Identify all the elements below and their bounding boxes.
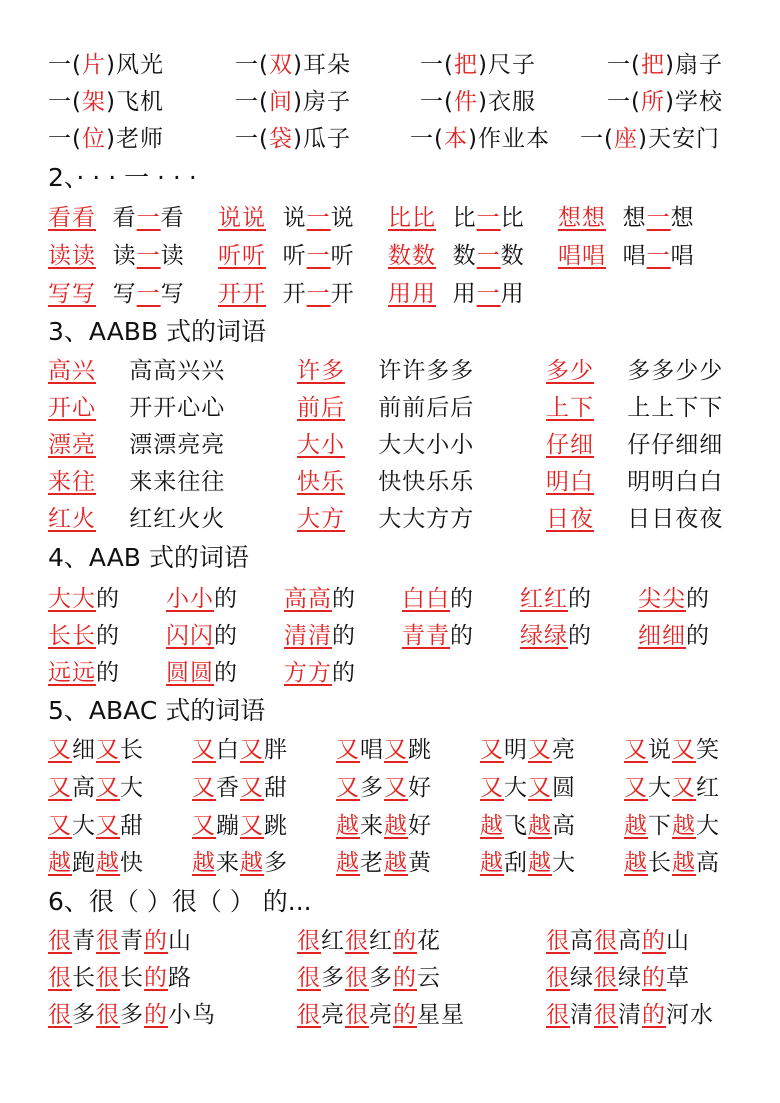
section3-heading: 3、AABB 式的词语 bbox=[48, 317, 267, 346]
section3-row bbox=[0, 354, 780, 388]
word-pair: 听听 听一听 bbox=[218, 243, 355, 269]
measure-item: 一(架)飞机 bbox=[48, 89, 164, 115]
section2-row bbox=[0, 277, 780, 311]
section5-row bbox=[0, 809, 780, 843]
hen-phrase: 很多很多的小鸟 bbox=[48, 1002, 216, 1028]
aabb-pair: 来往 来来往往 bbox=[48, 469, 226, 495]
abac-word: 越下越大 bbox=[624, 813, 720, 839]
section6-row bbox=[0, 924, 780, 958]
aab-word: 小小的 bbox=[166, 586, 238, 612]
aabb-pair: 红火 红红火火 bbox=[48, 506, 226, 532]
abac-word: 又说又笑 bbox=[624, 737, 720, 763]
abac-word: 又细又长 bbox=[48, 737, 144, 763]
aab-word: 圆圆的 bbox=[166, 660, 238, 686]
word-pair: 开开 开一开 bbox=[218, 281, 355, 307]
aab-word: 闪闪的 bbox=[166, 623, 238, 649]
word-pair: 唱唱 唱一唱 bbox=[558, 243, 695, 269]
measure-item: 一(间)房子 bbox=[235, 89, 351, 115]
aab-word: 清清的 bbox=[284, 623, 356, 649]
word-pair: 数数 数一数 bbox=[388, 243, 525, 269]
word-pair: 想想 想一想 bbox=[558, 205, 695, 231]
word-pair: 读读 读一读 bbox=[48, 243, 185, 269]
aab-word: 长长的 bbox=[48, 623, 120, 649]
section3-row bbox=[0, 465, 780, 499]
abac-word: 又大又甜 bbox=[48, 813, 144, 839]
hen-phrase: 很清很清的河水 bbox=[546, 1002, 714, 1028]
aab-word: 红红的 bbox=[520, 586, 592, 612]
section5-row bbox=[0, 771, 780, 805]
section6-row bbox=[0, 998, 780, 1032]
section5-heading: 5、ABAC 式的词语 bbox=[48, 696, 266, 725]
abac-word: 越飞越高 bbox=[480, 813, 576, 839]
aabb-pair: 上下 上上下下 bbox=[546, 395, 724, 421]
hen-phrase: 很长很长的路 bbox=[48, 965, 192, 991]
section5-row bbox=[0, 846, 780, 880]
section6-row bbox=[0, 961, 780, 995]
word-pair: 看看 看一看 bbox=[48, 205, 185, 231]
hen-phrase: 很青很青的山 bbox=[48, 928, 192, 954]
aab-word: 远远的 bbox=[48, 660, 120, 686]
aab-word: 高高的 bbox=[284, 586, 356, 612]
abac-word: 又大又红 bbox=[624, 775, 720, 801]
aabb-pair: 快乐 快快乐乐 bbox=[297, 469, 475, 495]
aabb-pair: 漂亮 漂漂亮亮 bbox=[48, 432, 226, 458]
section6-heading: 6、很（ ）很（ ） 的... bbox=[48, 887, 312, 916]
measure-item: 一(件)衣服 bbox=[420, 89, 536, 115]
section1-row bbox=[0, 48, 780, 82]
abac-word: 又多又好 bbox=[336, 775, 432, 801]
aabb-pair: 仔细 仔仔细细 bbox=[546, 432, 724, 458]
word-pair: 用用 用一用 bbox=[388, 281, 525, 307]
aabb-pair: 大方 大大方方 bbox=[297, 506, 475, 532]
abac-word: 又蹦又跳 bbox=[192, 813, 288, 839]
aab-word: 尖尖的 bbox=[638, 586, 710, 612]
measure-item: 一(位)老师 bbox=[48, 126, 164, 152]
section5-row bbox=[0, 733, 780, 767]
hen-phrase: 很亮很亮的星星 bbox=[297, 1002, 465, 1028]
aab-word: 大大的 bbox=[48, 586, 120, 612]
hen-phrase: 很红很红的花 bbox=[297, 928, 441, 954]
abac-word: 越刮越大 bbox=[480, 850, 576, 876]
section1-row bbox=[0, 122, 780, 156]
aabb-pair: 开心 开开心心 bbox=[48, 395, 226, 421]
aab-word: 绿绿的 bbox=[520, 623, 592, 649]
abac-word: 越跑越快 bbox=[48, 850, 144, 876]
section3-row bbox=[0, 428, 780, 462]
abac-word: 又香又甜 bbox=[192, 775, 288, 801]
abac-word: 越来越多 bbox=[192, 850, 288, 876]
word-pair: 比比 比一比 bbox=[388, 205, 525, 231]
section1-row bbox=[0, 85, 780, 119]
aab-word: 白白的 bbox=[402, 586, 474, 612]
aabb-pair: 许多 许许多多 bbox=[297, 358, 475, 384]
measure-item: 一(所)学校 bbox=[607, 89, 723, 115]
aabb-pair: 大小 大大小小 bbox=[297, 432, 475, 458]
measure-item: 一(双)耳朵 bbox=[235, 52, 351, 78]
abac-word: 又白又胖 bbox=[192, 737, 288, 763]
aabb-pair: 明白 明明白白 bbox=[546, 469, 724, 495]
word-pair: 写写 写一写 bbox=[48, 281, 185, 307]
section4-row bbox=[0, 656, 780, 690]
measure-item: 一(座)天安门 bbox=[580, 126, 720, 152]
section2-heading: 2、· · · 一 · · · bbox=[48, 163, 197, 192]
section2-row bbox=[0, 239, 780, 273]
abac-word: 越长越高 bbox=[624, 850, 720, 876]
aabb-pair: 高兴 高高兴兴 bbox=[48, 358, 226, 384]
word-pair: 说说 说一说 bbox=[218, 205, 355, 231]
measure-item: 一(把)尺子 bbox=[420, 52, 536, 78]
hen-phrase: 很高很高的山 bbox=[546, 928, 690, 954]
measure-item: 一(袋)瓜子 bbox=[235, 126, 351, 152]
measure-item: 一(片)风光 bbox=[48, 52, 164, 78]
abac-word: 又大又圆 bbox=[480, 775, 576, 801]
aabb-pair: 多少 多多少少 bbox=[546, 358, 724, 384]
hen-phrase: 很绿很绿的草 bbox=[546, 965, 690, 991]
section3-row bbox=[0, 391, 780, 425]
abac-word: 越老越黄 bbox=[336, 850, 432, 876]
section3-row bbox=[0, 502, 780, 536]
section4-row bbox=[0, 582, 780, 616]
measure-item: 一(把)扇子 bbox=[607, 52, 723, 78]
abac-word: 又明又亮 bbox=[480, 737, 576, 763]
section4-heading: 4、AAB 式的词语 bbox=[48, 543, 249, 572]
aabb-pair: 前后 前前后后 bbox=[297, 395, 475, 421]
abac-word: 又唱又跳 bbox=[336, 737, 432, 763]
section2-row bbox=[0, 201, 780, 235]
abac-word: 越来越好 bbox=[336, 813, 432, 839]
aab-word: 青青的 bbox=[402, 623, 474, 649]
hen-phrase: 很多很多的云 bbox=[297, 965, 441, 991]
aab-word: 细细的 bbox=[638, 623, 710, 649]
section4-row bbox=[0, 619, 780, 653]
aab-word: 方方的 bbox=[284, 660, 356, 686]
measure-item: 一(本)作业本 bbox=[410, 126, 550, 152]
abac-word: 又高又大 bbox=[48, 775, 144, 801]
aabb-pair: 日夜 日日夜夜 bbox=[546, 506, 724, 532]
